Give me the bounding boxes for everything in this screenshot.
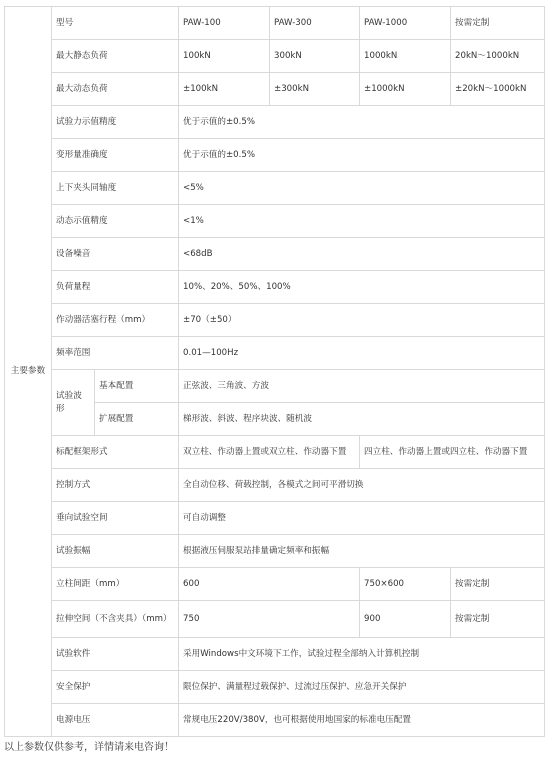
table-row xyxy=(5,502,545,535)
table-row xyxy=(5,601,545,638)
row-label: 作动器活塞行程（mm） xyxy=(52,304,179,337)
row-label: 负荷量程 xyxy=(52,271,179,304)
cell-value: PAW-1000 xyxy=(360,7,451,40)
cell-value: 根据液压伺服泵站排量确定频率和振幅 xyxy=(179,535,545,568)
table-row xyxy=(5,238,545,271)
row-label: 型号 xyxy=(52,7,179,40)
table-row xyxy=(5,73,545,106)
cell-value: 20kN～1000kN xyxy=(451,40,545,73)
cell-value: 优于示值的±0.5% xyxy=(179,106,545,139)
cell-value: ±70（±50） xyxy=(179,304,545,337)
table-row xyxy=(5,205,545,238)
cell-value: 900 xyxy=(360,601,451,638)
row-label: 标配框架形式 xyxy=(52,436,179,469)
table-row xyxy=(5,535,545,568)
cell-value: 梯形波、斜波、程序块波、随机波 xyxy=(179,403,545,436)
row-label: 动态示值精度 xyxy=(52,205,179,238)
cell-value: 常规电压220V/380V，也可根据使用地国家的标准电压配置 xyxy=(179,704,545,737)
row-sub-label: 基本配置 xyxy=(95,370,179,403)
cell-value: 优于示值的±0.5% xyxy=(179,139,545,172)
table-row xyxy=(5,671,545,704)
table-row xyxy=(5,271,545,304)
row-label: 频率范围 xyxy=(52,337,179,370)
cell-value: <1% xyxy=(179,205,545,238)
cell-value: 10%、20%、50%、100% xyxy=(179,271,545,304)
footer-note: 以上参数仅供参考，详情请来电咨询！ xyxy=(4,742,174,753)
cell-value: 按需定制 xyxy=(451,601,545,638)
table-row xyxy=(5,7,545,40)
cell-value: ±300kN xyxy=(270,73,360,106)
cell-value: 750×600 xyxy=(360,568,451,601)
table-row xyxy=(5,139,545,172)
cell-value: 采用Windows中文环境下工作，试验过程全部纳入计算机控制 xyxy=(179,638,545,671)
table-row xyxy=(5,40,545,73)
table-row xyxy=(5,106,545,139)
cell-value: 可自动调整 xyxy=(179,502,545,535)
cell-value: 100kN xyxy=(179,40,270,73)
row-label: 最大动态负荷 xyxy=(52,73,179,106)
row-label: 试验力示值精度 xyxy=(52,106,179,139)
table-row xyxy=(5,638,545,671)
table-row xyxy=(5,568,545,601)
table-row xyxy=(5,469,545,502)
row-label: 电源电压 xyxy=(52,704,179,737)
cell-value: 按需定制 xyxy=(451,7,545,40)
cell-value: 限位保护、满量程过载保护、过流过压保护、应急开关保护 xyxy=(179,671,545,704)
row-label: 试验软件 xyxy=(52,638,179,671)
cell-value: 按需定制 xyxy=(451,568,545,601)
cell-value: 1000kN xyxy=(360,40,451,73)
row-label: 试验波形 xyxy=(52,370,95,436)
cell-value: ±1000kN xyxy=(360,73,451,106)
table-row xyxy=(5,304,545,337)
cell-value: PAW-300 xyxy=(270,7,360,40)
cell-value: <5% xyxy=(179,172,545,205)
table-row xyxy=(5,172,545,205)
row-label: 最大静态负荷 xyxy=(52,40,179,73)
cell-value: ±100kN xyxy=(179,73,270,106)
table-row xyxy=(5,337,545,370)
cell-value: PAW-100 xyxy=(179,7,270,40)
cell-value: 0.01—100Hz xyxy=(179,337,545,370)
table-row xyxy=(5,370,545,403)
cell-value: 600 xyxy=(179,568,360,601)
spec-table xyxy=(4,6,545,737)
row-label: 上下夹头同轴度 xyxy=(52,172,179,205)
row-label: 设备噪音 xyxy=(52,238,179,271)
cell-value: ±20kN～1000kN xyxy=(451,73,545,106)
cell-value: 双立柱、作动器上置或双立柱、作动器下置 xyxy=(179,436,360,469)
row-label: 拉伸空间（不含夹具）（mm） xyxy=(52,601,179,638)
cell-value: 四立柱、作动器上置或四立柱、作动器下置 xyxy=(360,436,545,469)
cell-value: 300kN xyxy=(270,40,360,73)
row-label: 垂向试验空间 xyxy=(52,502,179,535)
row-label: 控制方式 xyxy=(52,469,179,502)
cell-value: 正弦波、三角波、方波 xyxy=(179,370,545,403)
cell-value: 全自动位移、荷载控制，各模式之间可平滑切换 xyxy=(179,469,545,502)
table-row xyxy=(5,704,545,737)
cell-value: 750 xyxy=(179,601,360,638)
row-label: 立柱间距（mm） xyxy=(52,568,179,601)
row-label: 变形量准确度 xyxy=(52,139,179,172)
cell-value: <68dB xyxy=(179,238,545,271)
row-label: 安全保护 xyxy=(52,671,179,704)
row-sub-label: 扩展配置 xyxy=(95,403,179,436)
table-row xyxy=(5,436,545,469)
group-label: 主要参数 xyxy=(5,7,52,737)
row-label: 试验振幅 xyxy=(52,535,179,568)
